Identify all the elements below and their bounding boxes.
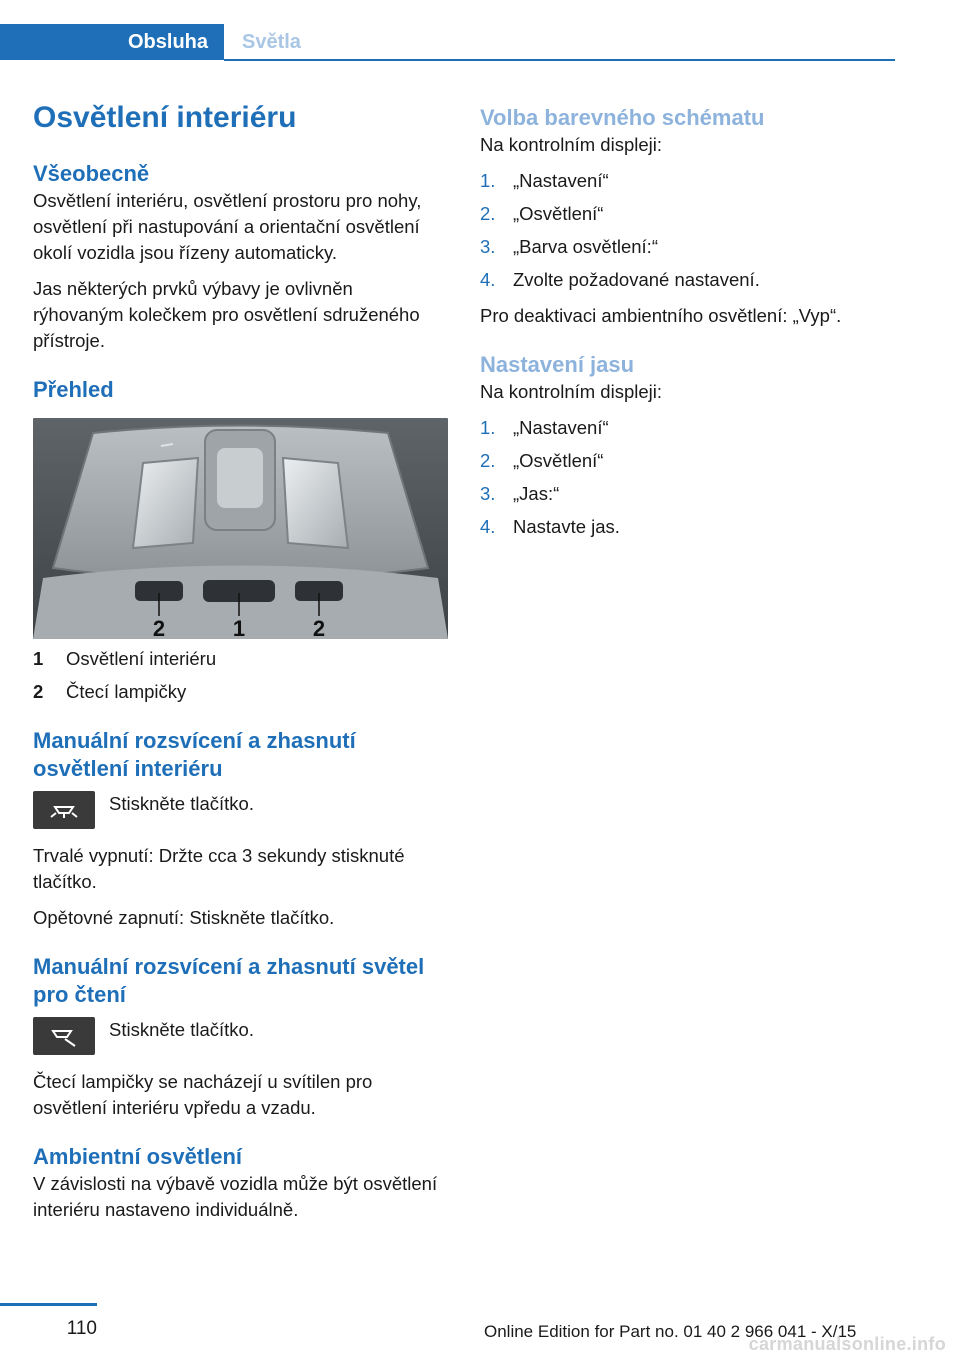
- step-number: 3.: [480, 483, 496, 504]
- list-item: [480, 267, 895, 293]
- step-text: „Barva osvětlení:“: [513, 236, 658, 257]
- step-number: 1.: [480, 417, 496, 438]
- overhead-console-figure: [33, 418, 448, 639]
- legend-text: Čtecí lampičky: [66, 681, 187, 702]
- paragraph: V závislosti na výbavě vozidla může být osvětlení interiéru nastaveno individuálně.: [33, 1173, 438, 1220]
- section-overview: [33, 376, 448, 705]
- watermark: carmanualsonline.info: [748, 1334, 946, 1354]
- step-number: 3.: [480, 236, 496, 257]
- step-text: Zvolte požadované nastavení.: [513, 269, 760, 290]
- heading-manual-reading: Manuální rozsvícení a zhasnutí světel pro čtení: [33, 954, 425, 1007]
- list-item: [480, 415, 895, 441]
- steps-list: [480, 415, 895, 540]
- heading-overview: Přehled: [33, 377, 114, 402]
- step-text: „Jas:“: [513, 483, 560, 504]
- paragraph: Čtecí lampičky se nacházejí u svítilen pro osvětlení interiéru vpředu a vzadu.: [33, 1071, 373, 1118]
- list-item: [480, 514, 895, 540]
- list-item: [480, 201, 895, 227]
- figure-label-2-left: 2: [152, 616, 166, 639]
- overhead-console-illustration: [33, 418, 448, 639]
- instruction-text: Stiskněte tlačítko.: [109, 1019, 254, 1040]
- step-number: 4.: [480, 516, 496, 537]
- steps-list: [480, 168, 895, 293]
- figure-label-2-right: 2: [312, 616, 326, 639]
- step-number: 2.: [480, 203, 496, 224]
- section-tabs: [0, 24, 895, 62]
- list-item: [480, 168, 895, 194]
- instruction-text: Stiskněte tlačítko.: [109, 793, 254, 814]
- paragraph: Pro deaktivaci ambientního osvětlení: „Vyp“.: [480, 305, 842, 326]
- list-item: [480, 481, 895, 507]
- step-text: Nastavte jas.: [513, 516, 620, 537]
- step-text: „Nastavení“: [513, 417, 609, 438]
- section-color-scheme: [480, 104, 895, 329]
- page-title: Osvětlení interiéru: [33, 101, 297, 134]
- step-number: 1.: [480, 170, 496, 191]
- section-ambient: [33, 1143, 448, 1223]
- section-manual-reading: [33, 953, 448, 1121]
- footer-rule: [0, 1303, 97, 1306]
- heading-color-scheme: Volba barevného schématu: [480, 105, 765, 130]
- paragraph: Jas některých prvků výbavy je ovlivněn rýhovaným kolečkem pro osvětlení sdruženého přístroje.: [33, 278, 420, 351]
- tab-obsluha[interactable]: Obsluha: [0, 24, 224, 60]
- tab-underline: [224, 59, 895, 61]
- legend-number: 2: [33, 681, 44, 702]
- paragraph: Opětovné zapnutí: Stiskněte tlačítko.: [33, 907, 335, 928]
- list-item: [480, 448, 895, 474]
- section-general: [33, 160, 448, 354]
- paragraph: Osvětlení interiéru, osvětlení prostoru pro nohy, osvětlení při nastupování a orientační osvětlení okolí vozidla jsou řízeny automaticky.: [33, 190, 422, 263]
- step-text: „Osvětlení“: [513, 203, 604, 224]
- heading-general: Všeobecně: [33, 161, 150, 186]
- legend-number: 1: [33, 648, 44, 669]
- right-column: [480, 104, 895, 550]
- tab-svetla[interactable]: Světla: [242, 30, 301, 53]
- interior-light-icon: [33, 791, 95, 829]
- figure-label-1: 1: [232, 616, 246, 639]
- left-column: [33, 98, 448, 1233]
- step-number: 2.: [480, 450, 496, 471]
- legend-item: [33, 646, 448, 672]
- legend-text: Osvětlení interiéru: [66, 648, 217, 669]
- instruction-row: [33, 791, 448, 829]
- legend-item: [33, 679, 448, 705]
- heading-manual-interior: Manuální rozsvícení a zhasnutí osvětlení interiéru: [33, 728, 356, 781]
- paragraph: Trvalé vypnutí: Držte cca 3 sekundy stisknuté tlačítko.: [33, 845, 405, 892]
- section-brightness: [480, 351, 895, 540]
- edition-note: Online Edition for Part no. 01 40 2 966 041 - X/15: [484, 1322, 857, 1341]
- paragraph: Na kontrolním displeji:: [480, 134, 662, 155]
- heading-ambient: Ambientní osvětlení: [33, 1144, 243, 1169]
- step-text: „Osvětlení“: [513, 450, 604, 471]
- paragraph: Na kontrolním displeji:: [480, 381, 662, 402]
- list-item: [480, 234, 895, 260]
- step-number: 4.: [480, 269, 496, 290]
- instruction-row: [33, 1017, 448, 1055]
- section-manual-interior: [33, 727, 448, 931]
- step-text: „Nastavení“: [513, 170, 609, 191]
- page-number: 110: [66, 1318, 97, 1339]
- reading-light-icon: [33, 1017, 95, 1055]
- heading-brightness: Nastavení jasu: [480, 352, 635, 377]
